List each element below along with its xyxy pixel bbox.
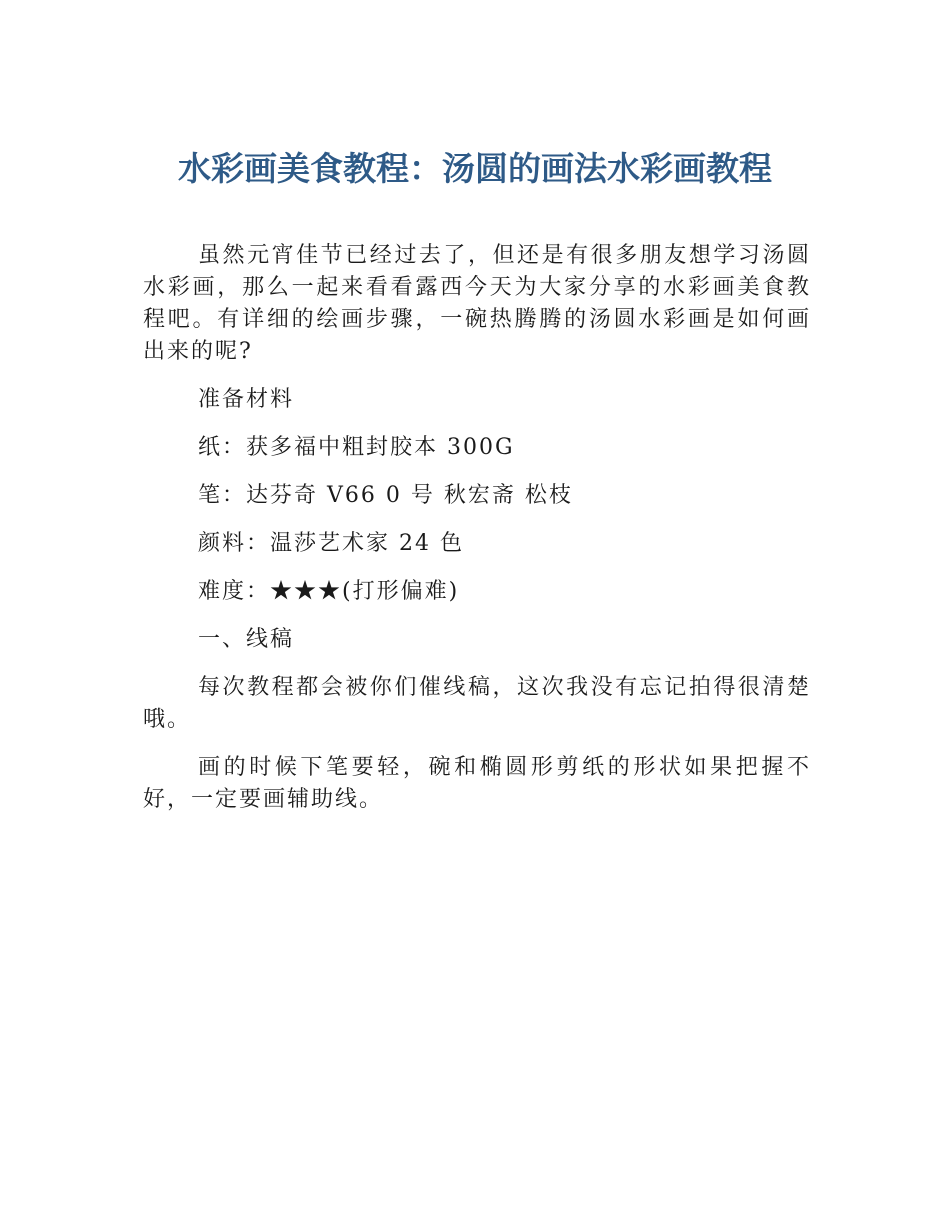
paragraph-intro: 虽然元宵佳节已经过去了，但还是有很多朋友想学习汤圆水彩画，那么一起来看看露西今天为大家分享的水彩画美食教程吧。有详细的绘画步骤，一碗热腾腾的汤圆水彩画是如何画出来的呢? — [143, 243, 811, 364]
paragraph-paint: 颜料：温莎艺术家 24 色 — [198, 531, 464, 556]
document-body — [143, 240, 811, 832]
paragraph-sketch-tip: 画的时候下笔要轻，碗和椭圆形剪纸的形状如果把握不好，一定要画辅助线。 — [143, 755, 811, 812]
paragraph-paper: 纸：获多福中粗封胶本 300G — [198, 435, 515, 460]
document-title: 水彩画美食教程：汤圆的画法水彩画教程 — [178, 149, 772, 188]
paragraph-difficulty: 难度：★★★(打形偏难) — [198, 579, 460, 604]
paragraph-sketch-note: 每次教程都会被你们催线稿，这次我没有忘记拍得很清楚哦。 — [143, 675, 811, 732]
paragraph-brush: 笔：达芬奇 V66 0 号 秋宏斋 松枝 — [198, 483, 573, 508]
paragraph-materials-heading: 准备材料 — [198, 387, 295, 412]
paragraph-section-sketch: 一、线稿 — [198, 627, 295, 652]
